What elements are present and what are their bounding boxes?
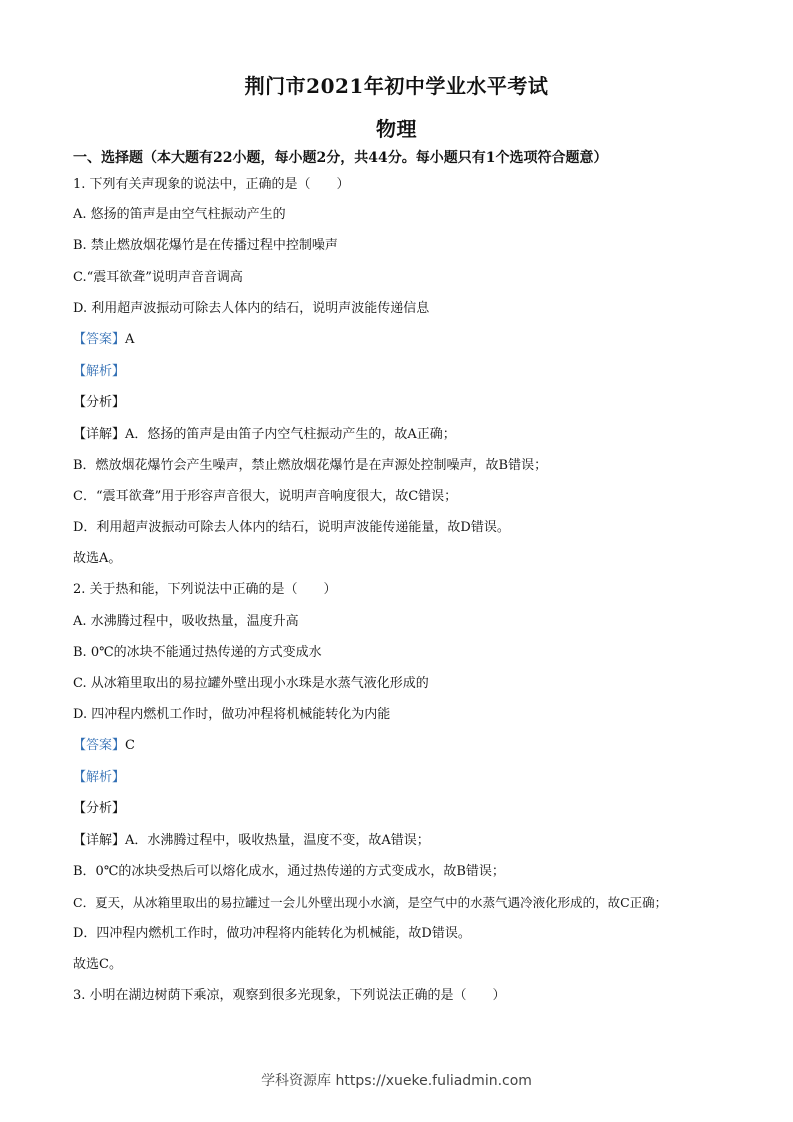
q2-detail-1: 【详解】A．水沸腾过程中，吸收热量，温度不变，故A错误；: [73, 833, 430, 848]
document-subtitle: 物理: [376, 117, 417, 141]
section-heading: 一、选择题（本大题有22小题，每小题2分，共44分。每小题只有1个选项符合题意）: [73, 150, 608, 166]
q1-detail-4: D．利用超声波振动可除去人体内的结石，说明声波能传递能量，故D错误。: [73, 520, 510, 535]
q2-detail-2: B．0℃的冰块受热后可以熔化成水，通过热传递的方式变成水，故B错误；: [73, 864, 505, 879]
q3-stem: 3. 小明在湖边树荫下乘凉，观察到很多光现象，下列说法正确的是（ ）: [73, 988, 506, 1003]
footer-source: 学科资源库 https://xueke.fuliadmin.com: [261, 1073, 532, 1089]
q1-detail-3: C．“震耳欲聋”用于形容声音很大，说明声音响度很大，故C错误；: [73, 489, 458, 504]
answer-tag: 【答案】: [73, 738, 126, 753]
q1-answer: A: [125, 332, 135, 347]
q2-option-d: D. 四冲程内燃机工作时，做功冲程将机械能转化为内能: [73, 707, 391, 722]
q1-detail-1: 【详解】A．悠扬的笛声是由笛子内空气柱振动产生的，故A正确；: [73, 427, 456, 442]
q2-detail-3: C．夏天，从冰箱里取出的易拉罐过一会儿外壁出现小水滴，是空气中的水蒸气遇冷液化形成的，故C正确；: [73, 895, 668, 910]
q2-answer-row: [73, 738, 135, 754]
q1-fenxi: 【分析】: [73, 395, 126, 410]
q2-analysis-tag: 【解析】: [73, 770, 126, 785]
document-title: 荆门市2021年初中学业水平考试: [244, 74, 549, 98]
q1-option-b: B. 禁止燃放烟花爆竹是在传播过程中控制噪声: [73, 238, 338, 253]
q1-conclusion: 故选A。: [73, 551, 122, 566]
q1-stem: 1. 下列有关声现象的说法中，正确的是（ ）: [73, 177, 350, 192]
q1-answer-row: [73, 332, 134, 348]
q2-option-b: B. 0℃的冰块不能通过热传递的方式变成水: [73, 645, 322, 660]
q1-option-d: D. 利用超声波振动可除去人体内的结石，说明声波能传递信息: [73, 301, 430, 316]
q2-option-a: A. 水沸腾过程中，吸收热量，温度升高: [73, 614, 299, 629]
q2-fenxi: 【分析】: [73, 801, 126, 816]
q2-stem: 2. 关于热和能，下列说法中正确的是（ ）: [73, 582, 337, 597]
q2-answer: C: [125, 738, 135, 753]
q1-analysis-tag: 【解析】: [73, 364, 126, 379]
q2-conclusion: 故选C。: [73, 957, 122, 972]
q2-detail-4: D．四冲程内燃机工作时，做功冲程将内能转化为机械能，故D错误。: [73, 926, 471, 941]
q1-detail-2: B．燃放烟花爆竹会产生噪声，禁止燃放烟花爆竹是在声源处控制噪声，故B错误；: [73, 458, 548, 473]
answer-tag: 【答案】: [73, 332, 126, 347]
q2-option-c: C. 从冰箱里取出的易拉罐外壁出现小水珠是水蒸气液化形成的: [73, 676, 429, 691]
q1-option-a: A. 悠扬的笛声是由空气柱振动产生的: [73, 207, 286, 222]
q1-option-c: C.“震耳欲聋”说明声音音调高: [73, 270, 243, 285]
